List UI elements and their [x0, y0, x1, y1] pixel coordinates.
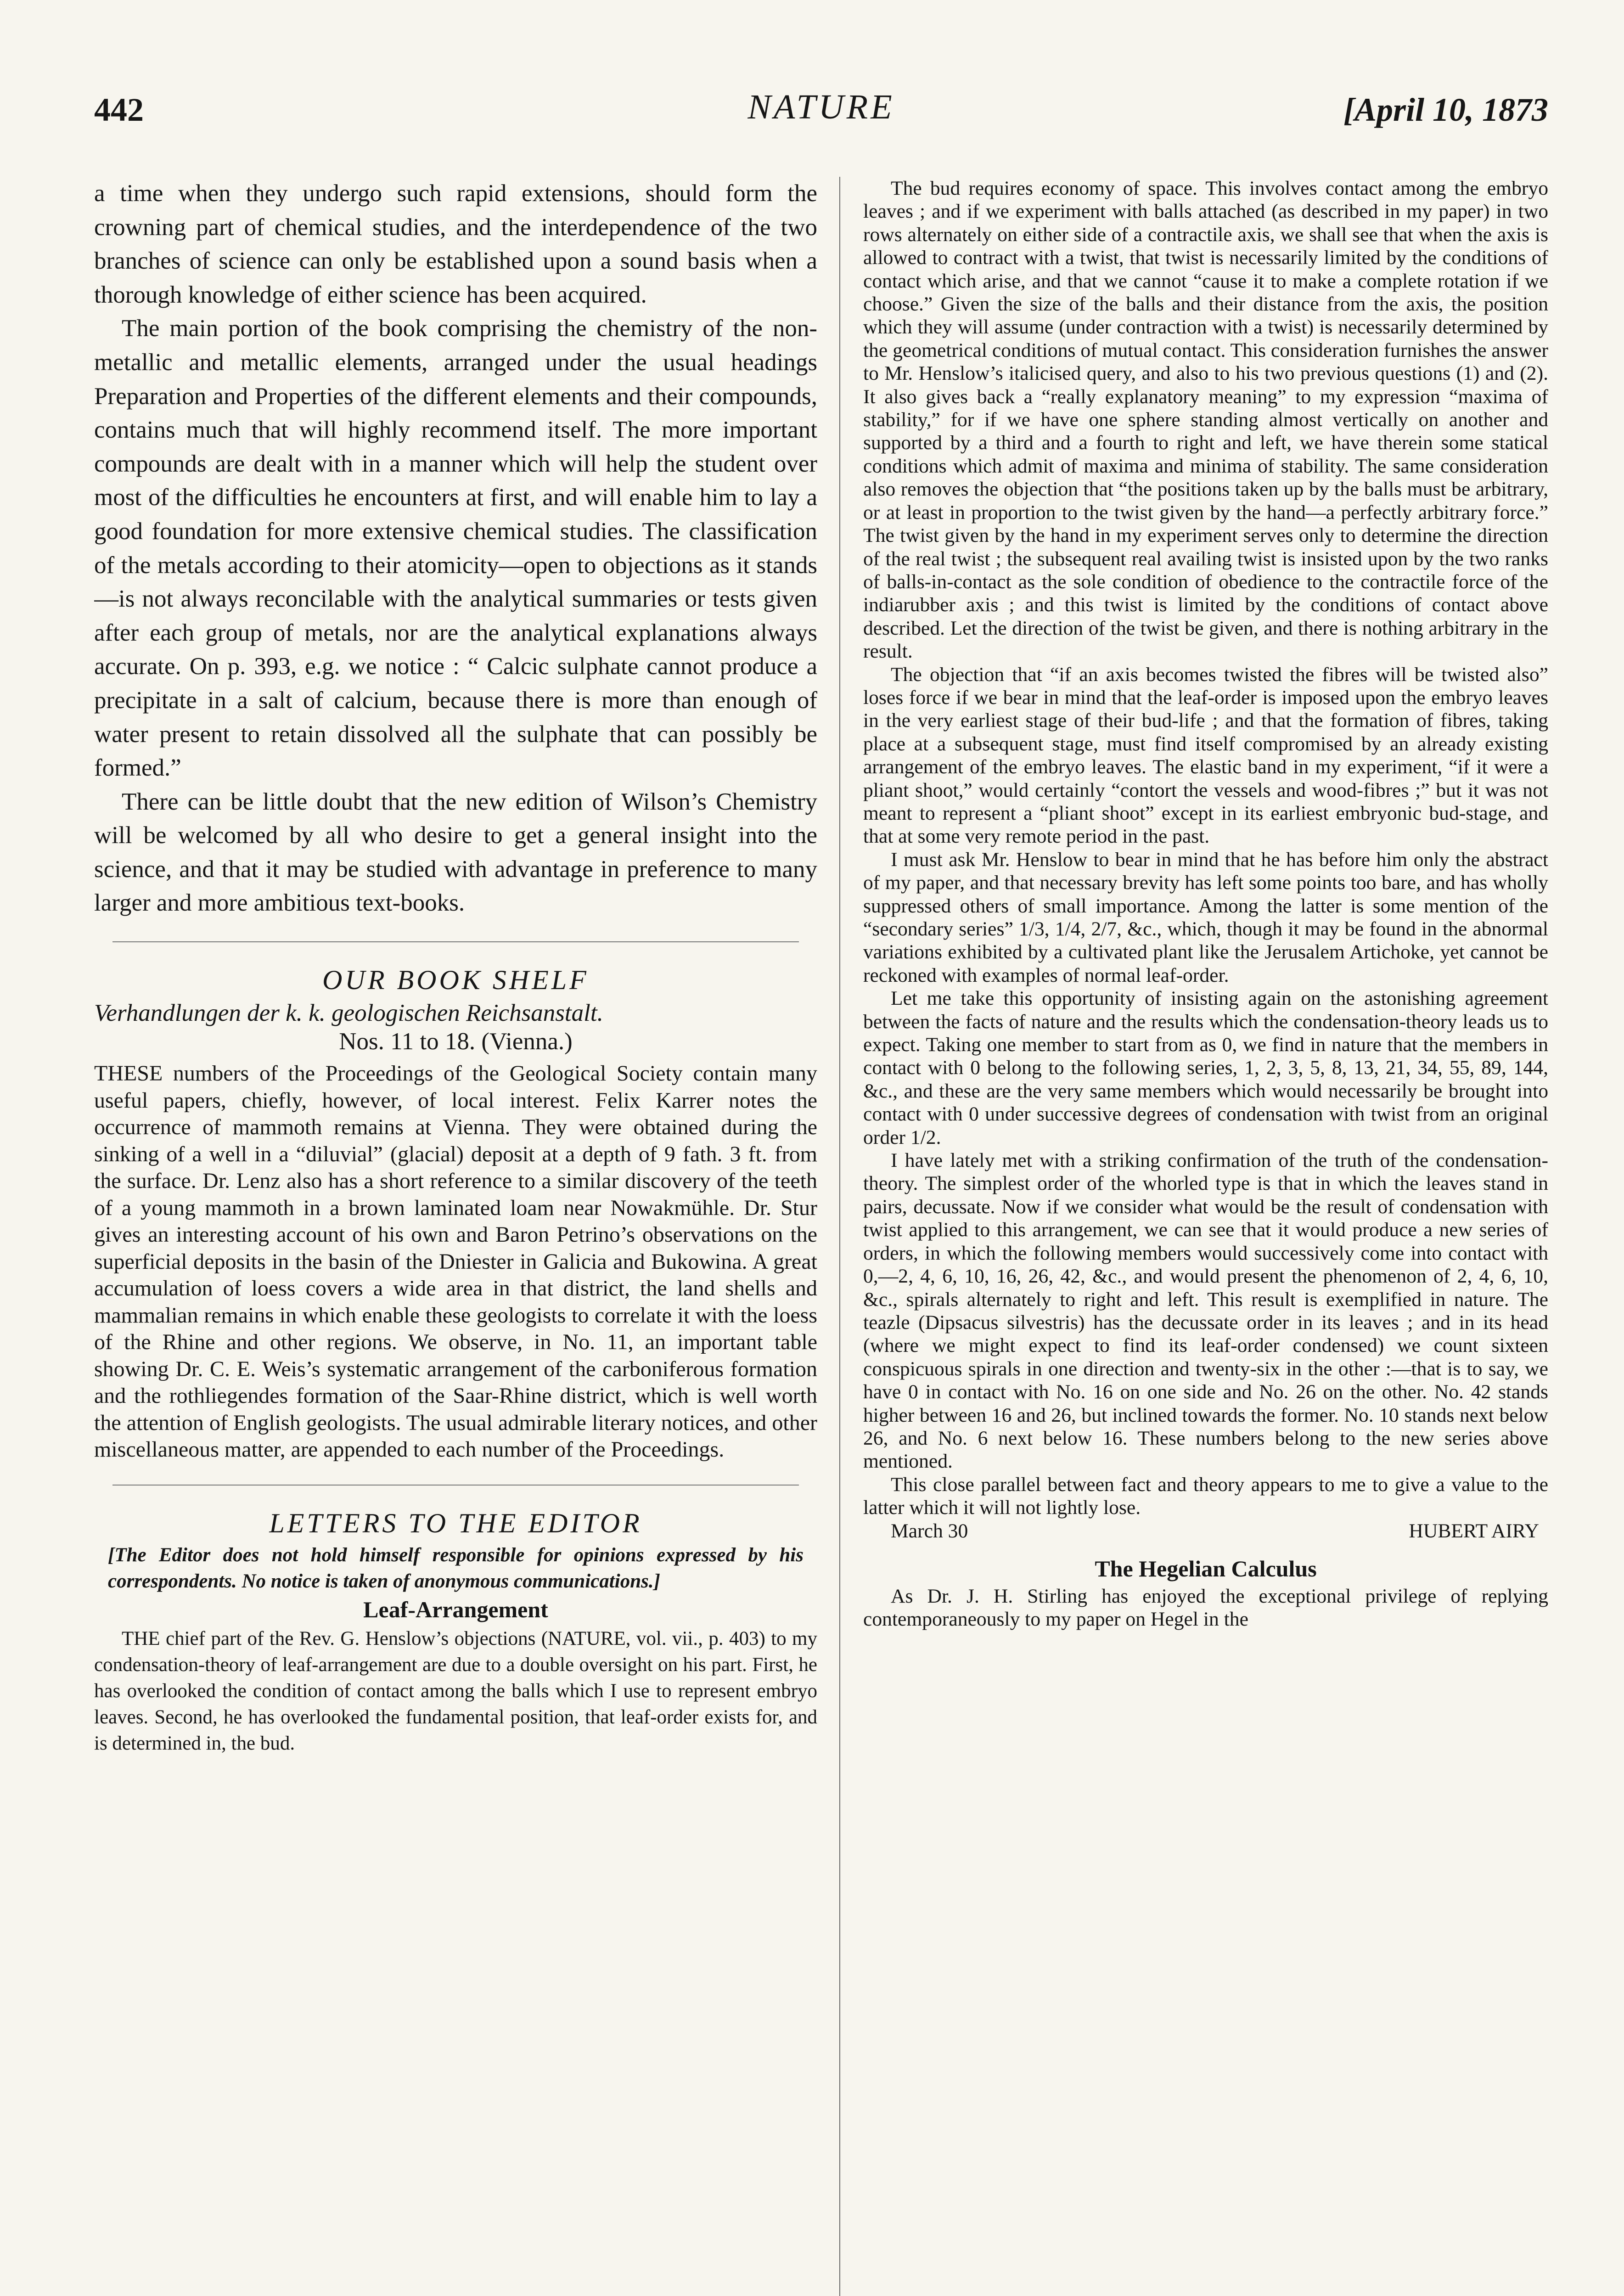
book-subtitle: Nos. 11 to 18. (Vienna.) — [339, 1028, 573, 1055]
letter-paragraph: The bud requires economy of space. This involves contact among the embryo leaves ; and if we experiment with balls attached (as described in my paper) in two rows alternately on either side of a contractile axis, we shall see that when the axis is allowed to contract with a twist, that twist is necessarily limited by the conditions of contact which arise, and that we cannot “cause it to make a complete rotation if we choose.” Given the size of the balls and their distance from the axis, the position which they will assume (under contraction with a twist) is necessarily determined by the geometrical conditions of mutual contact. This consideration furnishes the answer to Mr. Henslow’s italicised query, and also to his two previous questions (1) and (2). It also gives back a “really explanatory meaning” to my expression “maxima of stability,” for if we have one sphere standing almost vertically on another and supported by a third and a fourth to right and left, we have therein some statical conditions which admit of maxima and minima of stability. The same consideration also removes the objection that “the positions taken up by the balls must be arbitrary, or at least in proportion to the twist given by the hand—a perfectly arbitrary force.” The twist given by the hand in my experiment serves only to determine the direction of the real twist ; the subsequent real availing twist is insisted upon by the two ranks of balls-in-contact as the sole condition of obedience to the contractile force of the indiarubber axis ; and this twist is limited by the conditions of contact above described. Let the direction of the twist be given, and there is nothing arbitrary in the result. — [863, 177, 1548, 663]
book-review-text: THESE numbers of the Proceedings of the Geological Society contain many useful papers, chiefly, however, of local interest. Felix Karrer notes the occurrence of mammoth remains at Vienna. They were obtained during the sinking of a well in a “diluvial” (glacial) deposit at a depth of 9 fath. 3 ft. from the surface. Dr. Lenz also has a short reference to a similar discovery of the teeth of a young mammoth in a brown laminated loam near Nowakmühle. Dr. Stur gives an interesting account of his own and Baron Petrino’s observations on the superficial deposits in the basin of the Dniester in Galicia and Bukowina. A great accumulation of loess covers a wide area in that district, the land shells and mammalian remains in which enable these geologists to correlate it with the loess of the Rhine and other regions. We observe, in No. 11, an important table showing Dr. C. E. Weis’s systematic arrangement of the carboniferous formation and the rothliegendes formation of the Saar-Rhine district, which is well worth the attention of English geologists. The usual admirable literary notices, and other miscellaneous matter, are appended to each number of the Proceedings. — [94, 1061, 817, 1462]
letter-paragraph: I must ask Mr. Henslow to bear in mind that he has before him only the abstract of my paper, and that necessary brevity has left some points too bare, and has wholly suppressed others of small importance. Among the latter is some mention of the “secondary series” 1/3, 1/4, 2/7, &c., which, though it may be found in the abnormal variations exhibited by a cultivated plant like the Jerusalem Artichoke, yet cannot be reckoned with examples of normal leaf-order. — [863, 848, 1548, 986]
signature-date: March 30 — [891, 1519, 968, 1542]
review-paragraph: The main portion of the book comprising the chemistry of the non-metallic and metallic elements, arranged under the usual headings Preparation and Properties of the different elements and their compounds, contains much that will highly recommend itself. The more important compounds are dealt with in a manner which will help the student over most of the difficulties he encounters at first, and will enable him to lay a good foundation for more extensive chemical studies. The classification of the metals according to their atomicity—open to objections as it stands—is not always reconcilable with the analytical summaries or tests given after each group of metals, nor are the analytical explanations always accurate. On p. 393, e.g. we notice : “ Calcic sulphate cannot produce a precipitate in a salt of calcium, because there is more than enough of water present to retain dissolved all the sulphate that can possibly be formed.” — [94, 315, 817, 782]
letter-paragraph: Let me take this opportunity of insisting again on the astonishing agreement between the facts of nature and the results which the condensation-theory leads us to expect. Taking one member to start from as 0, we find in nature that the members in contact with 0 belong to the following series, 1, 2, 3, 5, 8, 13, 21, 34, 55, 89, 144, &c., and these are the very same members which would necessarily be brought into contact with 0 under successive degrees of condensation with twist from an original order 1/2. — [863, 987, 1548, 1148]
page-header — [94, 87, 1548, 138]
column-divider — [839, 177, 840, 2296]
right-column — [863, 177, 1548, 2296]
editor-disclaimer: [The Editor does not hold himself responsible for opinions expressed by his correspondents. No notice is taken of anonymous communications.] — [108, 1544, 804, 1592]
section-rule — [112, 1485, 799, 1486]
book-title: Verhandlungen der k. k. geologischen Reichsanstalt. — [94, 1000, 603, 1027]
page-number: 442 — [94, 91, 144, 128]
journal-title: NATURE — [747, 88, 895, 126]
signature-name: HUBERT AIRY — [1409, 1519, 1539, 1542]
book-shelf-heading: OUR BOOK SHELF — [322, 965, 589, 996]
issue-date: [April 10, 1873 — [1343, 91, 1548, 128]
review-paragraph: a time when they undergo such rapid extensions, should form the crowning part of chemical studies, and the interdependence of the two branches of science can only be established upon a sound basis when a thorough knowledge of either science has been acquired. — [94, 180, 817, 308]
hegel-text: As Dr. J. H. Stirling has enjoyed the exceptional privilege of replying contemporaneously to my paper on Hegel in the — [863, 1585, 1548, 1631]
letters-heading: LETTERS TO THE EDITOR — [269, 1508, 642, 1538]
section-rule — [112, 941, 799, 942]
letter-paragraph: I have lately met with a striking confirmation of the truth of the condensation-theory. The simplest order of the whorled type is that in which the leaves stand in pairs, decussate. Now if we consider what would be the result of condensation with twist applied to this arrangement, we can see that it would produce a new series of orders, in which the following members would successively come into contact with 0,—2, 4, 6, 10, 16, 26, 42, &c., and would present the phenomenon of 2, 4, 6, 10, &c., spirals alternately to right and left. This result is exemplified in nature. The teazle (Dipsacus silvestris) has the decussate order in its leaves ; and in its head (where we might expect to find its leaf-order condensed) we count sixteen conspicuous spirals in one direction and twenty-six in the other :—that is to say, we have 0 in contact with No. 16 on one side and No. 26 on the other. No. 42 stands higher between 16 and 26, but inclined towards the former. No. 10 stands next below 26, and No. 6 next below 16. These numbers belong to the new series above mentioned. — [863, 1149, 1548, 1473]
review-paragraph: There can be little doubt that the new edition of Wilson’s Chemistry will be welcomed by all who desire to get a general insight into the science, and that it may be studied with advantage in preference to many larger and more ambitious text-books. — [94, 788, 817, 917]
letter-signature — [863, 1519, 1548, 1542]
left-column — [94, 177, 817, 2296]
letter-title: Leaf-Arrangement — [363, 1596, 548, 1622]
letter-text: THE chief part of the Rev. G. Henslow’s objections (NATURE, vol. vii., p. 403) to my condensation-theory of leaf-arrangement are due to a double oversight on his part. First, he has overlooked the condition of contact among the balls which I use to represent embryo leaves. Second, he has overlooked the fundamental position, that leaf-order exists for, and is determined in, the bud. — [94, 1627, 817, 1754]
hegel-title: The Hegelian Calculus — [1095, 1555, 1317, 1581]
letter-paragraph: The objection that “if an axis becomes twisted the fibres will be twisted also” loses force if we bear in mind that the leaf-order is imposed upon the embryo leaves in the very earliest stage of their bud-life ; and that the formation of fibres, taking place at a subsequent stage, must find itself compromised by an already existing arrangement of the embryo leaves. The elastic band in my experiment, “if it were a pliant shoot,” would certainly “contort the vessels and wood-fibres ;” but it was not meant to represent a “pliant shoot” except in its earliest embryonic bud-stage, and that at some very remote period in the past. — [863, 663, 1548, 848]
letter-paragraph: This close parallel between fact and theory appears to me to give a value to the latter which it will not lightly lose. — [863, 1473, 1548, 1519]
